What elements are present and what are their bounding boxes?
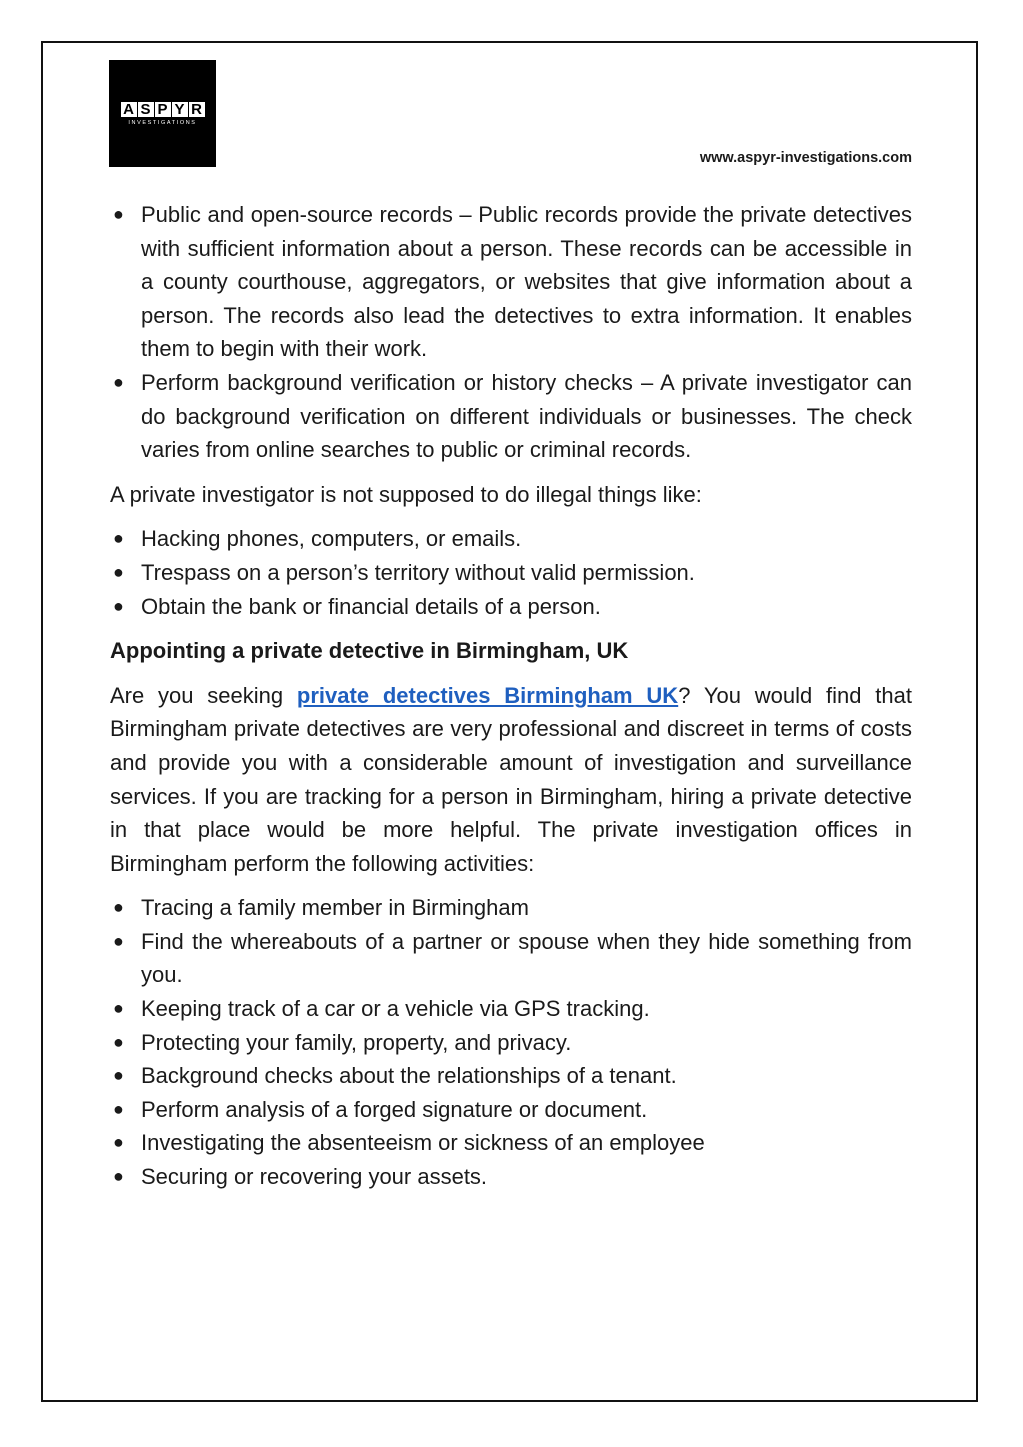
- bullet-icon: ●: [113, 595, 124, 616]
- list-item-text: Find the whereabouts of a partner or spouse when they hide something from you.: [141, 928, 912, 988]
- document-body: [110, 198, 912, 1194]
- list-item-text: Protecting your family, property, and privacy.: [141, 1029, 572, 1055]
- bullet-icon: ●: [113, 1065, 124, 1086]
- illegal-list: [110, 522, 912, 623]
- logo-wordmark: [121, 102, 205, 117]
- logo-letter: R: [189, 102, 205, 117]
- body-text-start: Are you seeking: [110, 682, 297, 708]
- bullet-icon: ●: [113, 930, 124, 951]
- bullet-icon: ●: [113, 1132, 124, 1153]
- list-item: [110, 1093, 912, 1127]
- body-paragraph: [110, 679, 912, 881]
- bullet-icon: ●: [113, 528, 124, 549]
- bullet-icon: ●: [113, 1166, 124, 1187]
- list-item: [110, 1126, 912, 1160]
- list-item-text: Investigating the absenteeism or sickness of an employee: [141, 1130, 705, 1156]
- body-text-end: ? You would find that Birmingham private detectives are very professional and discreet in terms of costs and provide you with a considerable amount of investigation and surveillance services. If you are tracking for a person in Birmingham, hiring a private detective in that place would be more helpful. The private investigation offices in Birmingham perform the following activities:: [110, 682, 912, 876]
- list-item-text: Hacking phones, computers, or emails.: [141, 526, 522, 552]
- list-item: [110, 522, 912, 556]
- bullet-icon: ●: [113, 897, 124, 918]
- activities-list: [110, 891, 912, 1193]
- logo-letter: A: [121, 102, 137, 117]
- aspyr-logo: [109, 60, 216, 167]
- list-item-text: Background checks about the relationships of a tenant.: [141, 1063, 677, 1089]
- list-item-text: Perform analysis of a forged signature or document.: [141, 1096, 648, 1122]
- bullet-icon: ●: [113, 1031, 124, 1052]
- list-item: [110, 992, 912, 1026]
- logo-letter: S: [138, 102, 154, 117]
- bullet-icon: ●: [113, 561, 124, 582]
- list-item-text: Perform background verification or history checks – A private investigator can do background verification on different individuals or businesses. The check varies from online searches to public or criminal records.: [141, 369, 912, 463]
- list-item-text: Securing or recovering your assets.: [141, 1164, 488, 1190]
- bullet-icon: ●: [113, 998, 124, 1019]
- list-item: [110, 925, 912, 992]
- logo-letter: Y: [172, 102, 188, 117]
- list-item-text: Public and open-source records – Public records provide the private detectives with sufficient information about a person. These records can be accessible in a county courthouse, aggregators, or websites that give information about a person. The records also lead the detectives to extra information. It enables them to begin with their work.: [141, 202, 912, 362]
- list-item: [110, 556, 912, 590]
- list-item: [110, 891, 912, 925]
- logo-letter: P: [155, 102, 171, 117]
- records-list: [110, 198, 912, 467]
- list-item: [110, 590, 912, 624]
- list-item: [110, 366, 912, 467]
- list-item: [110, 198, 912, 366]
- private-detectives-link[interactable]: private detectives Birmingham UK: [296, 682, 679, 708]
- website-url: www.aspyr-investigations.com: [699, 150, 912, 166]
- list-item: [110, 1059, 912, 1093]
- bullet-icon: ●: [113, 371, 124, 392]
- list-item-text: Obtain the bank or financial details of a person.: [141, 593, 601, 619]
- bullet-icon: ●: [113, 1098, 124, 1119]
- list-item: [110, 1026, 912, 1060]
- list-item-text: Keeping track of a car or a vehicle via GPS tracking.: [141, 996, 650, 1022]
- list-item: [110, 1160, 912, 1194]
- illegal-intro: A private investigator is not supposed to do illegal things like:: [110, 481, 702, 507]
- bullet-icon: ●: [113, 204, 124, 224]
- list-item-text: Trespass on a person’s territory without valid permission.: [141, 559, 695, 585]
- list-item-text: Tracing a family member in Birmingham: [141, 895, 529, 921]
- section-heading: Appointing a private detective in Birmingham, UK: [110, 638, 629, 664]
- logo-subtitle: INVESTIGATIONS: [128, 119, 197, 126]
